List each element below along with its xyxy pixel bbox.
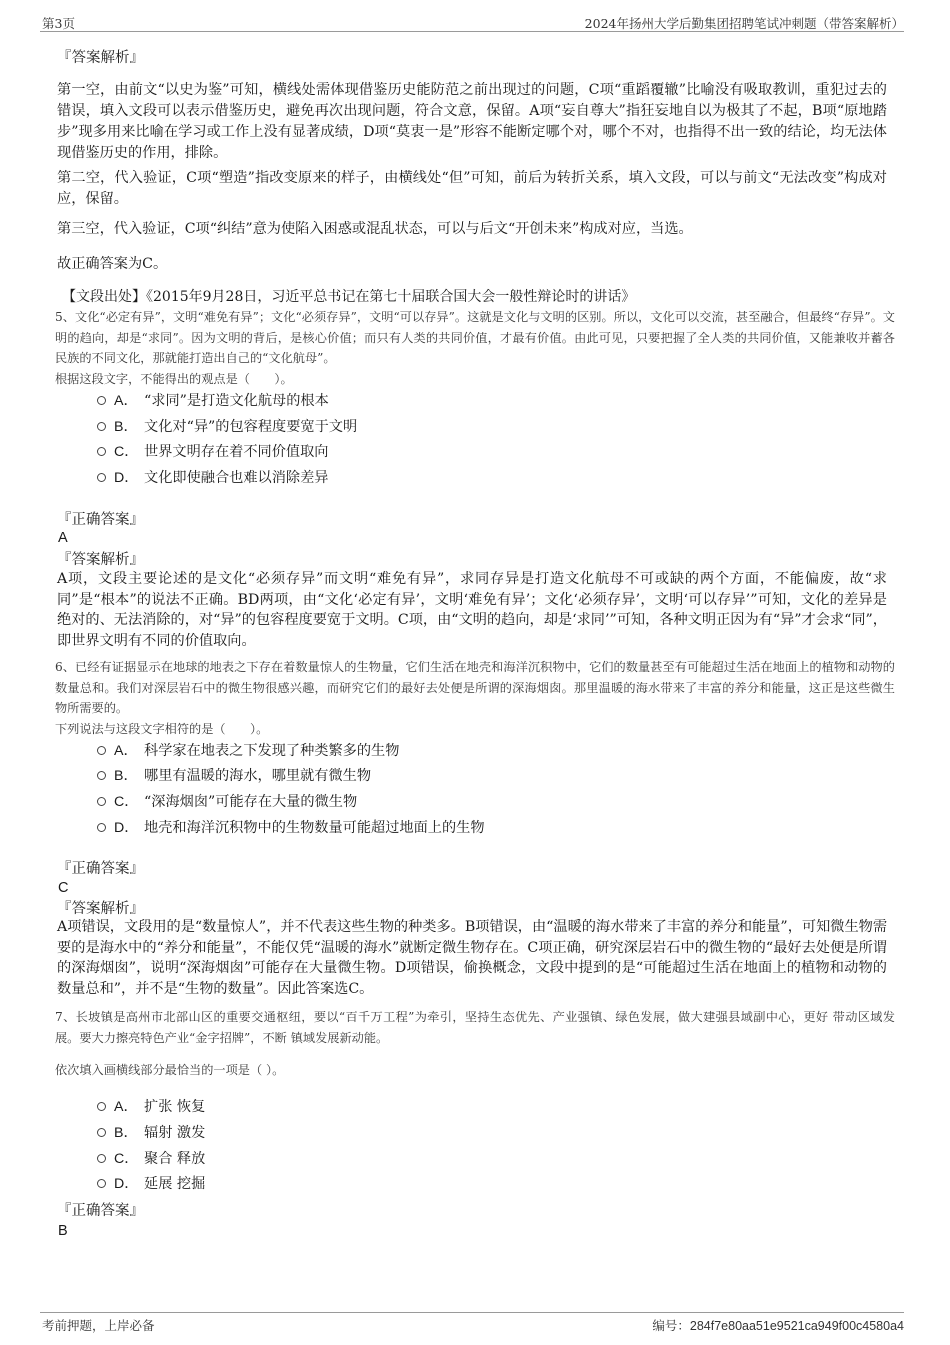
radio-icon[interactable] (97, 1128, 106, 1137)
q5-answer: A (58, 530, 68, 546)
footer-slogan: 考前押题，上岸必备 (42, 1318, 155, 1333)
q5-option-d[interactable]: D． 文化即使融合也难以消除差异 (97, 467, 328, 489)
q5-option-b[interactable]: B． 文化对“异”的包容程度要宽于文明 (97, 416, 357, 438)
radio-icon[interactable] (97, 1102, 106, 1111)
q6-stem: 6、已经有证据显示在地球的地表之下存在着数量惊人的生物量，它们生活在地壳和海洋沉积物中，它们的数量甚至有可能超过生活在地面上的植物和动物的数量总和。我们对深层岩石中的微生物很感兴趣，而研究它们的最好去处便是所谓的深海烟囱。那里温暖的海水带来了丰富的养分和能量，这正是这些微生物所需要的。 (55, 660, 895, 715)
q6-prompt: 下列说法与这段文字相符的是（ ）。 (55, 722, 269, 736)
page-number: 第3页 (42, 16, 75, 31)
q5-stem: 5、文化“必定有异”，文明“难免有异”；文化“必须存异”，文明“可以存异”。这就是文化与文明的区别。所以，文化可以交流，甚至融合，但最终“存异”。文明的趋向，却是“求同”。因为文明的背后，是核心价值；而只有人类的共同价值，才最有价值。由此可见，只要把握了全人类的共同价值，又能兼收并蓄各民族的不同文化，那就能打造出自己的“文化航母”。 (55, 310, 895, 365)
q6-option-b[interactable]: B． 哪里有温暖的海水，哪里就有微生物 (97, 765, 371, 787)
q6-analysis: A项错误，文段用的是“数量惊人”，并不代表这些生物的种类多。B项错误，由“温暖的海水带来了丰富的养分和能量”，可知微生物需要的是海水中的“养分和能量”，不能仅凭“温暖的海水”就断定微生物存在。C项正确，研究深层岩石中的微生物的“最好去处便是所谓的深海烟囱”，说明“深海烟囱”可能存在大量微生物。D项错误，偷换概念，文段中提到的是“可能超过生活在地面上的植物和动物的数量总和”，并不是“生物的数量”。因此答案选C。 (57, 919, 888, 997)
q6-option-c[interactable]: C． “深海烟囱”可能存在大量的微生物 (97, 791, 357, 813)
q6-option-d[interactable]: D． 地壳和海洋沉积物中的生物数量可能超过地面上的生物 (97, 817, 485, 839)
q5-prompt: 根据这段文字，不能得出的观点是（ ）。 (55, 372, 293, 386)
q6-option-a[interactable]: A． 科学家在地表之下发现了种类繁多的生物 (97, 740, 399, 762)
q5-analysis: A项，文段主要论述的是文化“必须存异”而文明“难免有异”，求同存异是打造文化航母不可或缺的两个方面，不能偏废，故“求同”是“根本”的说法不正确。BD两项，由“文化‘必定有异’，文明‘难免有异’；文化‘必须存异’，文明‘可以存异’”可知，文化的差异是绝对的、无法消除的，对“异”的包容程度要宽于文明。C项，由“文明的趋向，却是‘求同’”可知，各种文明正因为有“异”才会求“同”，即世界文明有不同的价值取向。 (57, 571, 887, 649)
radio-icon[interactable] (97, 823, 106, 832)
page-footer (40, 1312, 904, 1332)
document-code (652, 1316, 904, 1334)
radio-icon[interactable] (97, 396, 106, 405)
q5-option-c[interactable]: C． 世界文明存在着不同价值取向 (97, 441, 328, 463)
q4-final-answer: 故正确答案为C。 (57, 256, 168, 272)
code-value: 284f7e80aa51e9521ca949f00c4580a4 (689, 1319, 904, 1333)
q7-prompt: 依次填入画横线部分最恰当的一项是（ ）。 (55, 1063, 285, 1077)
q7-answer-label: 『正确答案』 (57, 1203, 144, 1219)
q7-option-b[interactable]: B． 辐射 激发 (97, 1122, 205, 1144)
q4-source: 【文段出处】《2015年9月28日，习近平总书记在第七十届联合国大会一般性辩论时的讲话》 (62, 289, 636, 305)
q7-option-d[interactable]: D． 延展 挖掘 (97, 1173, 205, 1195)
code-label: 编号： (652, 1318, 690, 1333)
radio-icon[interactable] (97, 1154, 106, 1163)
radio-icon[interactable] (97, 422, 106, 431)
q7-stem: 7、长坡镇是高州市北部山区的重要交通枢纽，要以“百千万工程”为牵引，坚持生态优先、产业强镇、绿色发展，做大建强县域副中心，更好 带动区域发展。要大力擦亮特色产业“金字招牌”，不断 镇域发展新动能。 (55, 1010, 895, 1045)
q7-option-c[interactable]: C． 聚合 释放 (97, 1148, 205, 1170)
radio-icon[interactable] (97, 473, 106, 482)
q6-answer: C (58, 880, 69, 896)
radio-icon[interactable] (97, 746, 106, 755)
q5-answer-label: 『正确答案』 (57, 512, 144, 528)
q4-analysis-paragraph-3: 第三空，代入验证，C项“纠结”意为使陷入困惑或混乱状态，可以与后文“开创未来”构成对应，当选。 (57, 221, 693, 237)
q4-analysis-label: 『答案解析』 (57, 50, 144, 66)
q4-analysis-paragraph-2: 第二空，代入验证，C项“塑造”指改变原来的样子，由横线处“但”可知，前后为转折关系，填入文段，可以与前文“无法改变”构成对应，保留。 (57, 170, 887, 207)
q5-analysis-label: 『答案解析』 (57, 552, 144, 568)
radio-icon[interactable] (97, 1179, 106, 1188)
q7-answer: B (58, 1223, 68, 1239)
q6-answer-label: 『正确答案』 (57, 861, 144, 877)
document-title: 2024年扬州大学后勤集团招聘笔试冲刺题（带答案解析） (584, 16, 904, 31)
page-header (40, 10, 904, 32)
q7-option-a[interactable]: A． 扩张 恢复 (97, 1096, 205, 1118)
radio-icon[interactable] (97, 797, 106, 806)
q4-analysis-paragraph-1: 第一空，由前文“以史为鉴”可知，横线处需体现借鉴历史能防范之前出现过的问题，C项“重蹈覆辙”比喻没有吸取教训，重犯过去的错误，填入文段可以表示借鉴历史，避免再次出现问题，符合文意，保留。A项“妄自尊大”指狂妄地自以为极其了不起，B项“原地踏步”现多用来比喻在学习或工作上没有显著成绩，D项“莫衷一是”形容不能断定哪个对，哪个不对，也指得不出一致的结论，均无法体现借鉴历史的作用，排除。 (57, 82, 887, 161)
radio-icon[interactable] (97, 447, 106, 456)
q6-analysis-label: 『答案解析』 (57, 901, 144, 917)
q5-option-a[interactable]: A． “求同”是打造文化航母的根本 (97, 390, 329, 412)
radio-icon[interactable] (97, 771, 106, 780)
